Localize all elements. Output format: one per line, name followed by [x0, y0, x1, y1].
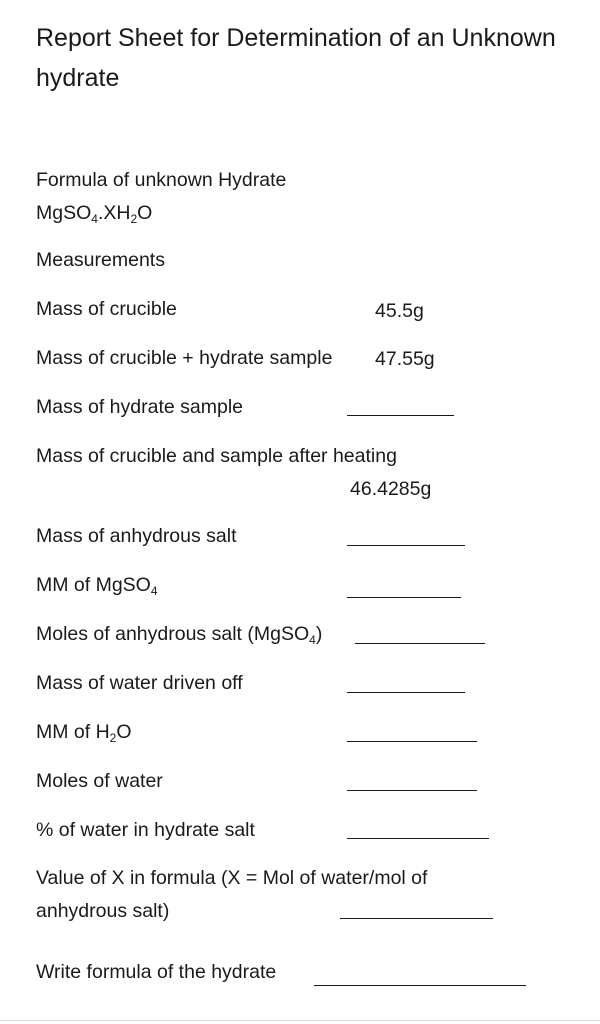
- mass-anhydrous-salt-blank[interactable]: [347, 545, 465, 546]
- moles-water-label: Moles of water: [36, 770, 163, 792]
- mass-crucible-hydrate-value: 47.55g: [375, 348, 435, 370]
- mass-crucible-value: 45.5g: [375, 300, 424, 322]
- mass-anhydrous-salt-label: Mass of anhydrous salt: [36, 525, 237, 547]
- formula-label: Formula of unknown Hydrate: [36, 169, 287, 191]
- moles-anhydrous-label: Moles of anhydrous salt (MgSO$_4$): [36, 623, 323, 647]
- moles-water-blank[interactable]: [347, 790, 477, 791]
- mass-after-heating-value: 46.4285g: [350, 478, 432, 500]
- mass-after-heating-label: Mass of crucible and sample after heating: [36, 445, 397, 467]
- measurements-heading: Measurements: [36, 249, 165, 271]
- mass-water-driven-off-blank[interactable]: [347, 692, 465, 693]
- mass-crucible-hydrate-label: Mass of crucible + hydrate sample: [36, 347, 333, 369]
- page-bottom-rule: [0, 1020, 600, 1021]
- mass-hydrate-sample-blank[interactable]: [347, 415, 454, 416]
- percent-water-label: % of water in hydrate salt: [36, 819, 255, 841]
- value-x-label-line2: anhydrous salt): [36, 900, 170, 922]
- value-x-blank[interactable]: [340, 918, 493, 919]
- mass-water-driven-off-label: Mass of water driven off: [36, 672, 243, 694]
- mm-mgso4-blank[interactable]: [347, 597, 461, 598]
- mass-hydrate-sample-label: Mass of hydrate sample: [36, 396, 244, 418]
- moles-anhydrous-blank[interactable]: [355, 643, 485, 644]
- write-formula-blank[interactable]: [314, 985, 526, 986]
- percent-water-blank[interactable]: [347, 838, 489, 839]
- mass-crucible-label: Mass of crucible: [36, 298, 177, 320]
- value-x-label-line1: Value of X in formula (X = Mol of water/mol of: [36, 867, 428, 889]
- mm-mgso4-label: MM of MgSO$_4$: [36, 574, 158, 598]
- mm-h2o-label: MM of $H_2O$: [36, 721, 132, 745]
- write-formula-label: Write formula of the hydrate: [36, 961, 277, 983]
- mm-h2o-blank[interactable]: [347, 741, 477, 742]
- page-title: Report Sheet for Determination of an Unknown hydrate: [36, 24, 556, 92]
- formula-text: $MgSO_4.XH_2O$: [36, 202, 153, 226]
